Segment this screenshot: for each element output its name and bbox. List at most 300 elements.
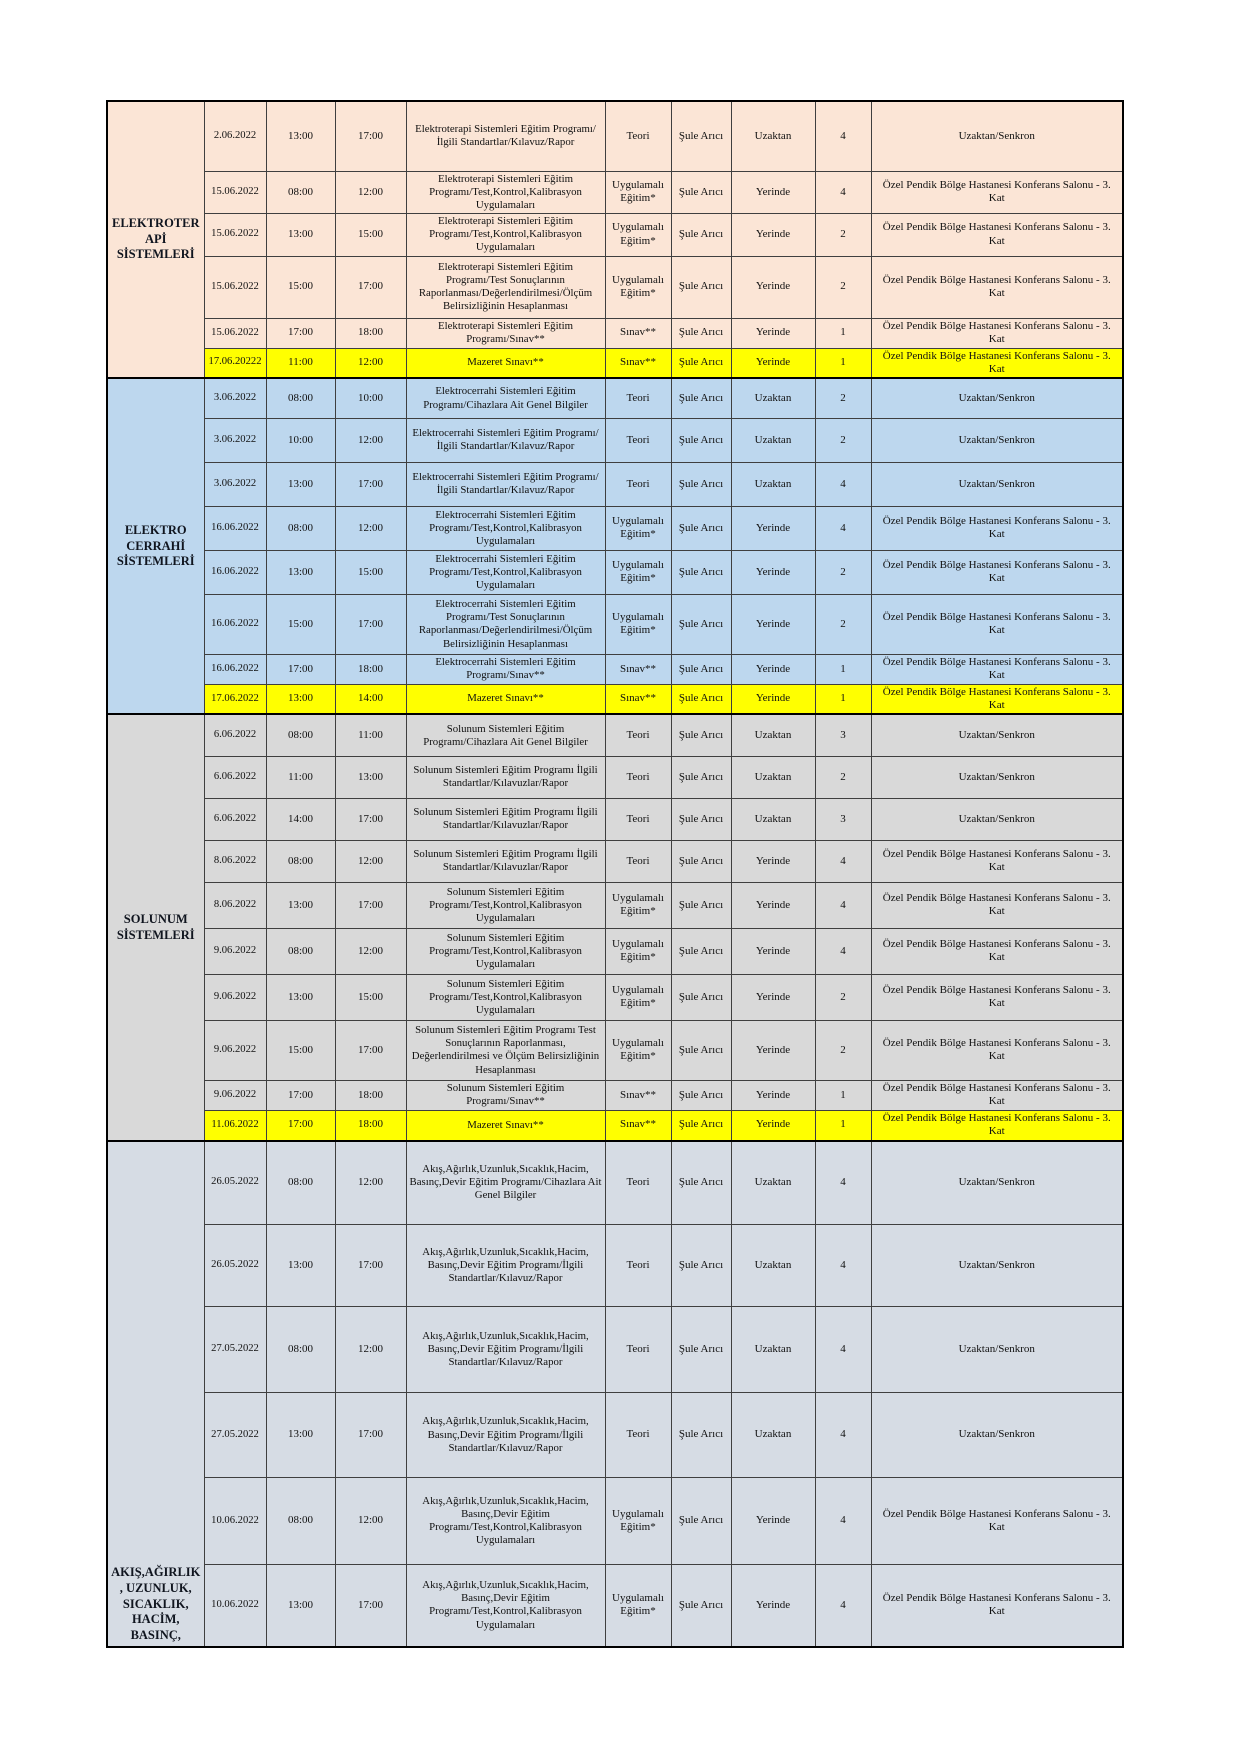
cell-date: 27.05.2022 <box>204 1307 266 1393</box>
cell-end: 12:00 <box>335 1478 406 1565</box>
cell-location: Uzaktan/Senkron <box>871 1141 1123 1225</box>
cell-program: Elektroterapi Sistemleri Eğitim Programı/İlgili Standartlar/Kılavuz/Rapor <box>406 101 605 171</box>
cell-start: 13:00 <box>266 1393 335 1478</box>
cell-type: Teori <box>605 756 671 798</box>
cell-start: 17:00 <box>266 654 335 684</box>
schedule-row <box>107 418 1123 462</box>
cell-mode: Yerinde <box>731 1478 815 1565</box>
schedule-row <box>107 101 1123 171</box>
cell-end: 12:00 <box>335 418 406 462</box>
cell-date: 3.06.2022 <box>204 462 266 506</box>
cell-type: Teori <box>605 418 671 462</box>
cell-type: Uygulamalı Eğitim* <box>605 256 671 318</box>
cell-end: 15:00 <box>335 214 406 257</box>
cell-type: Teori <box>605 714 671 756</box>
cell-instructor: Şule Arıcı <box>671 506 731 550</box>
cell-end: 12:00 <box>335 1307 406 1393</box>
cell-instructor: Şule Arıcı <box>671 1020 731 1080</box>
cell-type: Uygulamalı Eğitim* <box>605 928 671 974</box>
cell-end: 17:00 <box>335 1393 406 1478</box>
cell-location: Özel Pendik Bölge Hastanesi Konferans Salonu - 3. Kat <box>871 256 1123 318</box>
cell-program: Akış,Ağırlık,Uzunluk,Sıcaklık,Hacim, Basınç,Devir Eğitim Programı/İlgili Standartlar/Kılavuz/Rapor <box>406 1393 605 1478</box>
schedule-row <box>107 654 1123 684</box>
cell-date: 11.06.2022 <box>204 1110 266 1140</box>
cell-mode: Yerinde <box>731 684 815 714</box>
cell-start: 13:00 <box>266 1565 335 1647</box>
cell-date: 15.06.2022 <box>204 171 266 214</box>
cell-location: Uzaktan/Senkron <box>871 1393 1123 1478</box>
schedule-row <box>107 840 1123 882</box>
cell-type: Uygulamalı Eğitim* <box>605 1478 671 1565</box>
cell-program: Elektrocerrahi Sistemleri Eğitim Programı/İlgili Standartlar/Kılavuz/Rapor <box>406 418 605 462</box>
cell-instructor: Şule Arıcı <box>671 1478 731 1565</box>
schedule-row <box>107 462 1123 506</box>
schedule-row <box>107 756 1123 798</box>
cell-type: Uygulamalı Eğitim* <box>605 594 671 654</box>
cell-instructor: Şule Arıcı <box>671 256 731 318</box>
cell-type: Teori <box>605 101 671 171</box>
cell-hours: 2 <box>815 418 871 462</box>
cell-hours: 2 <box>815 756 871 798</box>
schedule-row <box>107 928 1123 974</box>
cell-date: 15.06.2022 <box>204 214 266 257</box>
cell-mode: Uzaktan <box>731 1225 815 1307</box>
cell-program: Elektrocerrahi Sistemleri Eğitim Programı/Test,Kontrol,Kalibrasyon Uygulamaları <box>406 506 605 550</box>
cell-type: Uygulamalı Eğitim* <box>605 506 671 550</box>
cell-mode: Yerinde <box>731 840 815 882</box>
cell-instructor: Şule Arıcı <box>671 654 731 684</box>
cell-program: Akış,Ağırlık,Uzunluk,Sıcaklık,Hacim, Basınç,Devir Eğitim Programı/Test,Kontrol,Kalibrasyon Uygulamaları <box>406 1478 605 1565</box>
schedule-row <box>107 550 1123 594</box>
cell-end: 18:00 <box>335 1110 406 1140</box>
cell-type: Teori <box>605 840 671 882</box>
cell-location: Özel Pendik Bölge Hastanesi Konferans Salonu - 3. Kat <box>871 1110 1123 1140</box>
cell-start: 08:00 <box>266 1307 335 1393</box>
schedule-row <box>107 1110 1123 1140</box>
cell-mode: Yerinde <box>731 928 815 974</box>
cell-start: 13:00 <box>266 1225 335 1307</box>
section-label: ELEKTRO CERRAHİ SİSTEMLERİ <box>107 378 204 714</box>
cell-start: 13:00 <box>266 684 335 714</box>
cell-type: Uygulamalı Eğitim* <box>605 1565 671 1647</box>
cell-program: Elektroterapi Sistemleri Eğitim Programı/Test Sonuçlarının Raporlanması/Değerlendirilmesi/Ölçüm Belirsizliğinin Hesaplanması <box>406 256 605 318</box>
schedule-row <box>107 1020 1123 1080</box>
cell-date: 15.06.2022 <box>204 256 266 318</box>
cell-hours: 4 <box>815 1565 871 1647</box>
cell-instructor: Şule Arıcı <box>671 318 731 348</box>
cell-type: Uygulamalı Eğitim* <box>605 974 671 1020</box>
cell-hours: 2 <box>815 1020 871 1080</box>
cell-type: Teori <box>605 378 671 418</box>
cell-type: Uygulamalı Eğitim* <box>605 550 671 594</box>
cell-location: Uzaktan/Senkron <box>871 101 1123 171</box>
cell-location: Özel Pendik Bölge Hastanesi Konferans Salonu - 3. Kat <box>871 1020 1123 1080</box>
cell-end: 17:00 <box>335 1565 406 1647</box>
cell-start: 15:00 <box>266 594 335 654</box>
cell-hours: 4 <box>815 506 871 550</box>
cell-start: 15:00 <box>266 1020 335 1080</box>
cell-end: 12:00 <box>335 840 406 882</box>
cell-mode: Yerinde <box>731 171 815 214</box>
cell-end: 12:00 <box>335 1141 406 1225</box>
cell-location: Uzaktan/Senkron <box>871 378 1123 418</box>
cell-end: 17:00 <box>335 1020 406 1080</box>
cell-location: Özel Pendik Bölge Hastanesi Konferans Salonu - 3. Kat <box>871 684 1123 714</box>
cell-start: 13:00 <box>266 882 335 928</box>
schedule-body <box>107 101 1123 1647</box>
cell-end: 17:00 <box>335 798 406 840</box>
schedule-row <box>107 171 1123 214</box>
cell-date: 26.05.2022 <box>204 1141 266 1225</box>
cell-instructor: Şule Arıcı <box>671 840 731 882</box>
cell-end: 17:00 <box>335 1225 406 1307</box>
cell-mode: Uzaktan <box>731 1141 815 1225</box>
cell-hours: 3 <box>815 714 871 756</box>
schedule-row <box>107 378 1123 418</box>
cell-type: Teori <box>605 462 671 506</box>
cell-end: 18:00 <box>335 318 406 348</box>
cell-mode: Yerinde <box>731 1110 815 1140</box>
cell-type: Teori <box>605 1225 671 1307</box>
section-label: ELEKTROTERAPİ SİSTEMLERİ <box>107 101 204 378</box>
cell-mode: Uzaktan <box>731 714 815 756</box>
cell-start: 08:00 <box>266 840 335 882</box>
cell-program: Elektrocerrahi Sistemleri Eğitim Programı/Test Sonuçlarının Raporlanması/Değerlendirilmesi/Ölçüm Belirsizliğinin Hesaplanması <box>406 594 605 654</box>
cell-program: Akış,Ağırlık,Uzunluk,Sıcaklık,Hacim, Basınç,Devir Eğitim Programı/İlgili Standartlar/Kılavuz/Rapor <box>406 1307 605 1393</box>
cell-location: Özel Pendik Bölge Hastanesi Konferans Salonu - 3. Kat <box>871 318 1123 348</box>
cell-program: Solunum Sistemleri Eğitim Programı Test Sonuçlarının Raporlanması, Değerlendirilmesi ve Ölçüm Belirsizliğinin Hesaplanması <box>406 1020 605 1080</box>
cell-date: 9.06.2022 <box>204 1080 266 1110</box>
schedule-row <box>107 256 1123 318</box>
cell-date: 16.06.2022 <box>204 506 266 550</box>
cell-instructor: Şule Arıcı <box>671 684 731 714</box>
cell-location: Özel Pendik Bölge Hastanesi Konferans Salonu - 3. Kat <box>871 348 1123 378</box>
cell-end: 10:00 <box>335 378 406 418</box>
cell-date: 2.06.2022 <box>204 101 266 171</box>
cell-program: Elektrocerrahi Sistemleri Eğitim Programı/Sınav** <box>406 654 605 684</box>
cell-hours: 4 <box>815 171 871 214</box>
cell-end: 17:00 <box>335 256 406 318</box>
cell-program: Akış,Ağırlık,Uzunluk,Sıcaklık,Hacim, Basınç,Devir Eğitim Programı/Test,Kontrol,Kalibrasyon Uygulamaları <box>406 1565 605 1647</box>
cell-start: 17:00 <box>266 1110 335 1140</box>
cell-start: 17:00 <box>266 1080 335 1110</box>
cell-program: Elektrocerrahi Sistemleri Eğitim Programı/İlgili Standartlar/Kılavuz/Rapor <box>406 462 605 506</box>
cell-type: Teori <box>605 1141 671 1225</box>
cell-start: 08:00 <box>266 1478 335 1565</box>
cell-start: 13:00 <box>266 550 335 594</box>
cell-location: Uzaktan/Senkron <box>871 462 1123 506</box>
cell-mode: Uzaktan <box>731 418 815 462</box>
cell-date: 16.06.2022 <box>204 594 266 654</box>
cell-location: Uzaktan/Senkron <box>871 756 1123 798</box>
cell-instructor: Şule Arıcı <box>671 462 731 506</box>
cell-instructor: Şule Arıcı <box>671 1141 731 1225</box>
cell-date: 8.06.2022 <box>204 840 266 882</box>
cell-program: Solunum Sistemleri Eğitim Programı İlgili Standartlar/Kılavuzlar/Rapor <box>406 798 605 840</box>
schedule-row <box>107 1307 1123 1393</box>
cell-hours: 4 <box>815 1225 871 1307</box>
cell-instructor: Şule Arıcı <box>671 1225 731 1307</box>
cell-end: 12:00 <box>335 348 406 378</box>
cell-start: 08:00 <box>266 1141 335 1225</box>
cell-end: 14:00 <box>335 684 406 714</box>
cell-mode: Yerinde <box>731 1565 815 1647</box>
section-label: AKIŞ,AĞIRLIK, UZUNLUK, SICAKLIK, HACİM, BASINÇ, <box>107 1141 204 1647</box>
cell-hours: 4 <box>815 101 871 171</box>
cell-hours: 4 <box>815 1307 871 1393</box>
cell-location: Uzaktan/Senkron <box>871 418 1123 462</box>
cell-type: Uygulamalı Eğitim* <box>605 214 671 257</box>
schedule-row <box>107 798 1123 840</box>
cell-program: Solunum Sistemleri Eğitim Programı/Test,Kontrol,Kalibrasyon Uygulamaları <box>406 882 605 928</box>
cell-mode: Uzaktan <box>731 756 815 798</box>
cell-end: 11:00 <box>335 714 406 756</box>
cell-program: Solunum Sistemleri Eğitim Programı/Test,Kontrol,Kalibrasyon Uygulamaları <box>406 928 605 974</box>
schedule-row <box>107 974 1123 1020</box>
cell-date: 6.06.2022 <box>204 714 266 756</box>
cell-mode: Yerinde <box>731 1020 815 1080</box>
cell-type: Teori <box>605 1393 671 1478</box>
cell-type: Sınav** <box>605 1110 671 1140</box>
cell-location: Özel Pendik Bölge Hastanesi Konferans Salonu - 3. Kat <box>871 550 1123 594</box>
cell-hours: 4 <box>815 1141 871 1225</box>
cell-instructor: Şule Arıcı <box>671 1393 731 1478</box>
cell-start: 08:00 <box>266 506 335 550</box>
cell-type: Sınav** <box>605 654 671 684</box>
cell-program: Elektrocerrahi Sistemleri Eğitim Programı/Test,Kontrol,Kalibrasyon Uygulamaları <box>406 550 605 594</box>
cell-hours: 4 <box>815 840 871 882</box>
cell-instructor: Şule Arıcı <box>671 974 731 1020</box>
cell-program: Elektroterapi Sistemleri Eğitim Programı/Test,Kontrol,Kalibrasyon Uygulamaları <box>406 214 605 257</box>
cell-start: 08:00 <box>266 171 335 214</box>
cell-end: 18:00 <box>335 654 406 684</box>
cell-location: Uzaktan/Senkron <box>871 714 1123 756</box>
cell-hours: 1 <box>815 684 871 714</box>
cell-program: Mazeret Sınavı** <box>406 348 605 378</box>
cell-end: 12:00 <box>335 506 406 550</box>
cell-start: 08:00 <box>266 714 335 756</box>
cell-instructor: Şule Arıcı <box>671 1307 731 1393</box>
cell-end: 18:00 <box>335 1080 406 1110</box>
cell-hours: 1 <box>815 348 871 378</box>
cell-program: Akış,Ağırlık,Uzunluk,Sıcaklık,Hacim, Basınç,Devir Eğitim Programı/Cihazlara Ait Genel Bilgiler <box>406 1141 605 1225</box>
cell-mode: Uzaktan <box>731 462 815 506</box>
cell-hours: 1 <box>815 1080 871 1110</box>
cell-type: Sınav** <box>605 348 671 378</box>
cell-instructor: Şule Arıcı <box>671 928 731 974</box>
cell-end: 12:00 <box>335 171 406 214</box>
cell-date: 27.05.2022 <box>204 1393 266 1478</box>
schedule-row <box>107 684 1123 714</box>
cell-instructor: Şule Arıcı <box>671 418 731 462</box>
cell-date: 9.06.2022 <box>204 1020 266 1080</box>
cell-mode: Yerinde <box>731 318 815 348</box>
cell-date: 15.06.2022 <box>204 318 266 348</box>
cell-hours: 4 <box>815 882 871 928</box>
cell-mode: Uzaktan <box>731 1393 815 1478</box>
cell-mode: Yerinde <box>731 348 815 378</box>
schedule-row <box>107 882 1123 928</box>
cell-start: 08:00 <box>266 378 335 418</box>
cell-location: Özel Pendik Bölge Hastanesi Konferans Salonu - 3. Kat <box>871 882 1123 928</box>
cell-location: Özel Pendik Bölge Hastanesi Konferans Salonu - 3. Kat <box>871 214 1123 257</box>
cell-instructor: Şule Arıcı <box>671 171 731 214</box>
cell-location: Özel Pendik Bölge Hastanesi Konferans Salonu - 3. Kat <box>871 506 1123 550</box>
cell-type: Sınav** <box>605 684 671 714</box>
cell-mode: Uzaktan <box>731 798 815 840</box>
cell-date: 17.06.20222 <box>204 348 266 378</box>
cell-type: Uygulamalı Eğitim* <box>605 882 671 928</box>
cell-location: Özel Pendik Bölge Hastanesi Konferans Salonu - 3. Kat <box>871 171 1123 214</box>
cell-location: Özel Pendik Bölge Hastanesi Konferans Salonu - 3. Kat <box>871 1080 1123 1110</box>
cell-type: Sınav** <box>605 1080 671 1110</box>
schedule-row <box>107 318 1123 348</box>
cell-program: Akış,Ağırlık,Uzunluk,Sıcaklık,Hacim, Basınç,Devir Eğitim Programı/İlgili Standartlar/Kılavuz/Rapor <box>406 1225 605 1307</box>
cell-type: Teori <box>605 1307 671 1393</box>
cell-date: 6.06.2022 <box>204 798 266 840</box>
cell-mode: Yerinde <box>731 882 815 928</box>
cell-hours: 4 <box>815 462 871 506</box>
training-schedule-table <box>106 100 1124 1648</box>
cell-mode: Yerinde <box>731 214 815 257</box>
cell-start: 17:00 <box>266 318 335 348</box>
cell-end: 15:00 <box>335 550 406 594</box>
cell-mode: Yerinde <box>731 256 815 318</box>
schedule-row <box>107 1225 1123 1307</box>
cell-mode: Yerinde <box>731 1080 815 1110</box>
cell-instructor: Şule Arıcı <box>671 1110 731 1140</box>
cell-instructor: Şule Arıcı <box>671 550 731 594</box>
cell-end: 17:00 <box>335 462 406 506</box>
schedule-row <box>107 714 1123 756</box>
cell-instructor: Şule Arıcı <box>671 882 731 928</box>
schedule-row <box>107 506 1123 550</box>
cell-mode: Uzaktan <box>731 1307 815 1393</box>
cell-mode: Yerinde <box>731 974 815 1020</box>
schedule-row <box>107 1393 1123 1478</box>
cell-end: 15:00 <box>335 974 406 1020</box>
cell-instructor: Şule Arıcı <box>671 378 731 418</box>
cell-program: Solunum Sistemleri Eğitim Programı İlgili Standartlar/Kılavuzlar/Rapor <box>406 840 605 882</box>
cell-program: Mazeret Sınavı** <box>406 1110 605 1140</box>
cell-program: Solunum Sistemleri Eğitim Programı/Sınav** <box>406 1080 605 1110</box>
cell-location: Özel Pendik Bölge Hastanesi Konferans Salonu - 3. Kat <box>871 928 1123 974</box>
cell-start: 13:00 <box>266 101 335 171</box>
cell-start: 10:00 <box>266 418 335 462</box>
cell-date: 9.06.2022 <box>204 974 266 1020</box>
cell-program: Elektroterapi Sistemleri Eğitim Programı/Sınav** <box>406 318 605 348</box>
cell-instructor: Şule Arıcı <box>671 348 731 378</box>
cell-type: Teori <box>605 798 671 840</box>
cell-date: 8.06.2022 <box>204 882 266 928</box>
cell-hours: 1 <box>815 318 871 348</box>
cell-date: 10.06.2022 <box>204 1478 266 1565</box>
cell-mode: Yerinde <box>731 506 815 550</box>
cell-end: 13:00 <box>335 756 406 798</box>
cell-mode: Uzaktan <box>731 378 815 418</box>
cell-program: Mazeret Sınavı** <box>406 684 605 714</box>
cell-hours: 4 <box>815 1478 871 1565</box>
cell-instructor: Şule Arıcı <box>671 594 731 654</box>
cell-location: Özel Pendik Bölge Hastanesi Konferans Salonu - 3. Kat <box>871 654 1123 684</box>
cell-date: 26.05.2022 <box>204 1225 266 1307</box>
cell-end: 17:00 <box>335 594 406 654</box>
cell-date: 6.06.2022 <box>204 756 266 798</box>
schedule-row <box>107 1478 1123 1565</box>
schedule-row <box>107 1141 1123 1225</box>
cell-location: Uzaktan/Senkron <box>871 798 1123 840</box>
cell-date: 9.06.2022 <box>204 928 266 974</box>
cell-date: 3.06.2022 <box>204 378 266 418</box>
cell-location: Özel Pendik Bölge Hastanesi Konferans Salonu - 3. Kat <box>871 1565 1123 1647</box>
cell-start: 14:00 <box>266 798 335 840</box>
section-label: SOLUNUM SİSTEMLERİ <box>107 714 204 1140</box>
cell-instructor: Şule Arıcı <box>671 214 731 257</box>
cell-mode: Yerinde <box>731 594 815 654</box>
cell-end: 12:00 <box>335 928 406 974</box>
cell-hours: 3 <box>815 798 871 840</box>
cell-hours: 1 <box>815 654 871 684</box>
cell-instructor: Şule Arıcı <box>671 798 731 840</box>
cell-type: Sınav** <box>605 318 671 348</box>
cell-mode: Yerinde <box>731 654 815 684</box>
cell-program: Elektroterapi Sistemleri Eğitim Programı/Test,Kontrol,Kalibrasyon Uygulamaları <box>406 171 605 214</box>
cell-program: Solunum Sistemleri Eğitim Programı/Cihazlara Ait Genel Bilgiler <box>406 714 605 756</box>
cell-location: Özel Pendik Bölge Hastanesi Konferans Salonu - 3. Kat <box>871 1478 1123 1565</box>
cell-instructor: Şule Arıcı <box>671 1565 731 1647</box>
cell-location: Özel Pendik Bölge Hastanesi Konferans Salonu - 3. Kat <box>871 840 1123 882</box>
cell-program: Solunum Sistemleri Eğitim Programı İlgili Standartlar/Kılavuzlar/Rapor <box>406 756 605 798</box>
cell-mode: Yerinde <box>731 550 815 594</box>
schedule-row <box>107 1080 1123 1110</box>
cell-start: 11:00 <box>266 348 335 378</box>
cell-mode: Uzaktan <box>731 101 815 171</box>
cell-location: Uzaktan/Senkron <box>871 1225 1123 1307</box>
cell-location: Özel Pendik Bölge Hastanesi Konferans Salonu - 3. Kat <box>871 594 1123 654</box>
cell-instructor: Şule Arıcı <box>671 101 731 171</box>
schedule-row <box>107 1565 1123 1647</box>
cell-hours: 2 <box>815 256 871 318</box>
cell-hours: 2 <box>815 974 871 1020</box>
cell-start: 13:00 <box>266 974 335 1020</box>
cell-hours: 1 <box>815 1110 871 1140</box>
cell-instructor: Şule Arıcı <box>671 756 731 798</box>
cell-hours: 4 <box>815 928 871 974</box>
cell-date: 16.06.2022 <box>204 654 266 684</box>
cell-start: 13:00 <box>266 214 335 257</box>
cell-hours: 2 <box>815 594 871 654</box>
cell-start: 11:00 <box>266 756 335 798</box>
cell-end: 17:00 <box>335 882 406 928</box>
cell-date: 16.06.2022 <box>204 550 266 594</box>
cell-program: Elektrocerrahi Sistemleri Eğitim Programı/Cihazlara Ait Genel Bilgiler <box>406 378 605 418</box>
cell-end: 17:00 <box>335 101 406 171</box>
cell-location: Özel Pendik Bölge Hastanesi Konferans Salonu - 3. Kat <box>871 974 1123 1020</box>
cell-hours: 2 <box>815 214 871 257</box>
schedule-row <box>107 348 1123 378</box>
cell-type: Uygulamalı Eğitim* <box>605 171 671 214</box>
schedule-row <box>107 214 1123 257</box>
cell-hours: 4 <box>815 1393 871 1478</box>
cell-date: 17.06.2022 <box>204 684 266 714</box>
cell-instructor: Şule Arıcı <box>671 1080 731 1110</box>
cell-hours: 2 <box>815 378 871 418</box>
cell-program: Solunum Sistemleri Eğitim Programı/Test,Kontrol,Kalibrasyon Uygulamaları <box>406 974 605 1020</box>
cell-date: 10.06.2022 <box>204 1565 266 1647</box>
cell-date: 3.06.2022 <box>204 418 266 462</box>
cell-location: Uzaktan/Senkron <box>871 1307 1123 1393</box>
cell-hours: 2 <box>815 550 871 594</box>
